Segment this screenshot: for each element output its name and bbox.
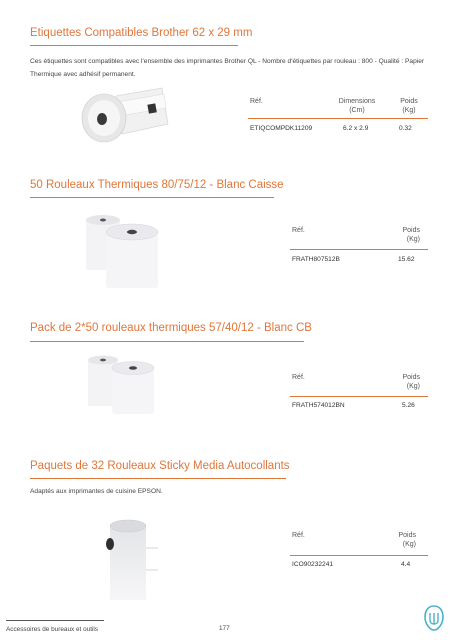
table-header-rule bbox=[248, 118, 428, 119]
section-description: Ces étiquettes sont compatibles avec l'ensemble des imprimantes Brother QL - Nombre d'étiquettes par rouleau : 800 - Qualité : Papier Thermique avec adhésif permanent. bbox=[30, 58, 425, 78]
section-underline bbox=[30, 341, 304, 342]
col-header-weight: Poids (Kg) bbox=[402, 374, 420, 390]
cell-ref: ICO90232241 bbox=[292, 561, 334, 568]
col-header-dimensions: Dimensions (Cm) bbox=[338, 98, 376, 114]
cell-weight: 4.4 bbox=[401, 561, 411, 568]
cell-ref: FRATH574012BN bbox=[292, 402, 345, 409]
sticky-roll-image bbox=[100, 518, 166, 602]
col-header-weight: Poids (Kg) bbox=[398, 532, 416, 548]
section-title-thermal-pack: Pack de 2*50 rouleaux thermiques 57/40/12 - Blanc CB bbox=[30, 322, 312, 334]
footer-category: Accessoires de bureaux et outils bbox=[6, 626, 99, 633]
label-roll-image bbox=[78, 86, 170, 146]
col-header-weight: Poids (Kg) bbox=[400, 98, 418, 114]
section-underline bbox=[30, 478, 286, 479]
col-header-ref: Réf. bbox=[292, 227, 305, 234]
cell-ref: FRATH807512B bbox=[292, 256, 340, 263]
cell-weight: 0.32 bbox=[399, 125, 412, 132]
brand-logo-icon bbox=[424, 605, 444, 631]
cell-ref: ETIQCOMPDK11209 bbox=[250, 125, 313, 132]
table-header-rule bbox=[290, 555, 428, 556]
section-underline bbox=[30, 45, 238, 46]
cell-dimensions: 6.2 x 2.9 bbox=[343, 125, 369, 132]
page-number: 177 bbox=[219, 625, 230, 632]
section-title-thermal-rolls: 50 Rouleaux Thermiques 80/75/12 - Blanc Caisse bbox=[30, 179, 284, 191]
thermal-rolls-image bbox=[80, 208, 164, 292]
col-header-weight: Poids (Kg) bbox=[402, 227, 420, 243]
col-header-ref: Réf. bbox=[292, 532, 305, 539]
section-title-brother-labels: Etiquettes Compatibles Brother 62 x 29 mm bbox=[30, 27, 253, 39]
col-header-ref: Réf. bbox=[292, 374, 305, 381]
section-description: Adaptés aux imprimantes de cuisine EPSON. bbox=[30, 488, 163, 495]
table-header-rule bbox=[290, 396, 428, 397]
cell-weight: 5.26 bbox=[402, 402, 415, 409]
thermal-rolls-image bbox=[84, 352, 164, 418]
col-header-ref: Réf. bbox=[250, 98, 263, 105]
section-underline bbox=[30, 197, 274, 198]
table-header-rule bbox=[290, 249, 428, 250]
footer-rule bbox=[6, 620, 104, 621]
section-title-sticky-media: Paquets de 32 Rouleaux Sticky Media Autocollants bbox=[30, 460, 290, 472]
cell-weight: 15.62 bbox=[398, 256, 415, 263]
